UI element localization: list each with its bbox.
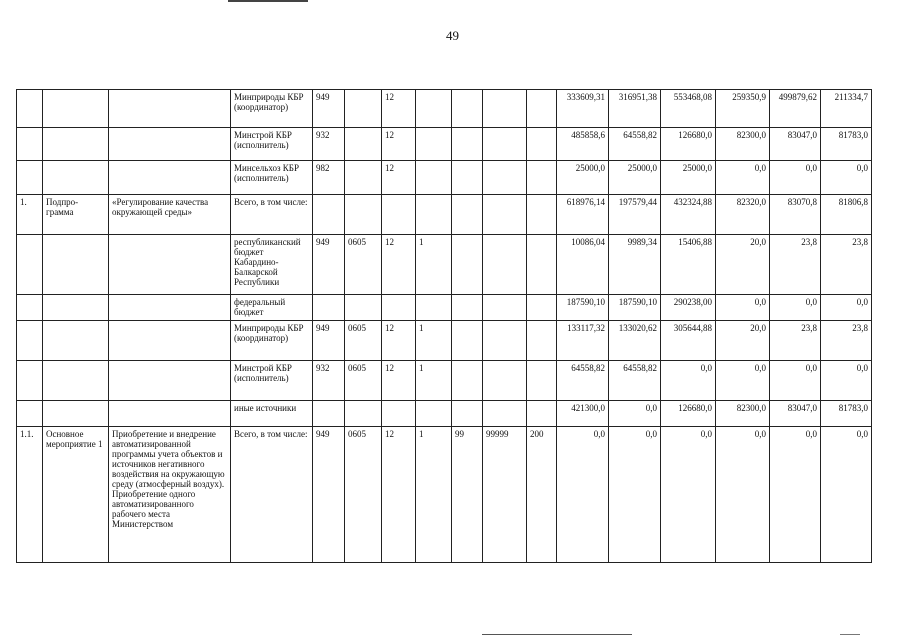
table-cell: 25000,0 [661,161,716,195]
table-cell: 0,0 [716,427,770,563]
table-cell: 211334,7 [821,90,872,128]
table-cell: 64558,82 [609,361,661,401]
table-row [17,128,872,161]
table-cell: 126680,0 [661,128,716,161]
table-cell: 81783,0 [821,401,872,427]
table-cell: 259350,9 [716,90,770,128]
table-cell: 0,0 [661,427,716,563]
table-cell: 83070,8 [770,195,821,235]
table-cell: 1. [17,195,43,235]
table-cell: 81806,8 [821,195,872,235]
table-cell: 20,0 [716,321,770,361]
table-cell [452,195,483,235]
table-cell: 432324,88 [661,195,716,235]
table-cell: 0605 [345,321,382,361]
table-cell: 20,0 [716,235,770,295]
table-cell [527,321,557,361]
table-cell [43,235,109,295]
table-cell: 126680,0 [661,401,716,427]
table-cell: 25000,0 [609,161,661,195]
table-cell: 0,0 [770,161,821,195]
table-cell [527,295,557,321]
table-cell: 499879,62 [770,90,821,128]
table-cell [452,161,483,195]
table-cell: Минстрой КБР (исполнитель) [231,128,313,161]
table-cell: 553468,08 [661,90,716,128]
table-cell [483,195,527,235]
table-cell [382,295,416,321]
table-cell: 0,0 [609,401,661,427]
table-cell: 949 [313,427,345,563]
table-cell: 83047,0 [770,401,821,427]
table-cell [416,90,452,128]
table-cell: 99999 [483,427,527,563]
table-cell: Всего, в том числе: [231,195,313,235]
table-cell [452,295,483,321]
table-cell: 83047,0 [770,128,821,161]
table-cell [382,195,416,235]
table-cell: республиканский бюджет Кабардино-Балкарской Республики [231,235,313,295]
table-cell: 23,8 [770,235,821,295]
table-cell: 82300,0 [716,401,770,427]
table-cell [43,161,109,195]
table-cell: 0,0 [770,427,821,563]
table-cell [43,361,109,401]
table-cell [43,128,109,161]
table-cell [17,401,43,427]
table-cell [17,128,43,161]
table-row [17,235,872,295]
table-cell: 1 [416,361,452,401]
table-cell: 949 [313,321,345,361]
table-cell: 1 [416,235,452,295]
table-cell [345,161,382,195]
table-cell [452,128,483,161]
table-cell [17,361,43,401]
table-cell [527,90,557,128]
table-cell: 949 [313,90,345,128]
table-cell [416,401,452,427]
table-cell [345,401,382,427]
table-cell [452,401,483,427]
table-cell [527,195,557,235]
table-cell: 12 [382,128,416,161]
table-cell: 64558,82 [609,128,661,161]
table-cell [43,321,109,361]
table-cell [416,295,452,321]
table-cell: 99 [452,427,483,563]
table-cell: Минстрой КБР (исполнитель) [231,361,313,401]
table-cell: 12 [382,361,416,401]
table-cell [17,161,43,195]
table-row [17,361,872,401]
table-cell: 316951,38 [609,90,661,128]
table-cell: 0605 [345,361,382,401]
table-cell [483,401,527,427]
table-cell [313,195,345,235]
table-cell [483,128,527,161]
table-cell: федеральный бюджет [231,295,313,321]
table-cell: 305644,88 [661,321,716,361]
table-cell [17,90,43,128]
table-cell [345,128,382,161]
table-cell: 23,8 [770,321,821,361]
table-cell: 64558,82 [557,361,609,401]
table-cell: 0,0 [661,361,716,401]
table-cell [452,235,483,295]
table-cell: 0605 [345,427,382,563]
table-cell: 10086,04 [557,235,609,295]
table-cell [527,161,557,195]
table-cell [416,161,452,195]
table-cell: 187590,10 [609,295,661,321]
table-cell: 12 [382,321,416,361]
table-cell [313,401,345,427]
table-cell: 932 [313,128,345,161]
page-number: 49 [446,28,459,43]
table-cell [452,361,483,401]
table-cell: 0,0 [770,361,821,401]
table-cell: 333609,31 [557,90,609,128]
table-cell [527,361,557,401]
table-cell: 485858,6 [557,128,609,161]
table-cell: Всего, в том числе: [231,427,313,563]
table-cell [452,321,483,361]
table-cell [527,401,557,427]
table-cell [483,235,527,295]
table-cell [345,195,382,235]
table-cell: 0,0 [716,295,770,321]
table-cell [109,321,231,361]
table-cell [17,321,43,361]
table-row [17,427,872,563]
table-cell [416,128,452,161]
table-cell: 1 [416,321,452,361]
table-row [17,90,872,128]
table-cell [483,90,527,128]
table-cell [483,295,527,321]
table-cell: Подпро-грамма [43,195,109,235]
table-cell: 0,0 [821,361,872,401]
table-cell [345,90,382,128]
table-cell: 949 [313,235,345,295]
table-cell [382,401,416,427]
table-cell [109,295,231,321]
table-cell [483,361,527,401]
table-cell: 0,0 [609,427,661,563]
table-cell: 932 [313,361,345,401]
table-cell: 23,8 [821,321,872,361]
table-cell [483,321,527,361]
table-cell: 12 [382,427,416,563]
table-cell: 82300,0 [716,128,770,161]
table-cell: 133117,32 [557,321,609,361]
budget-table [16,89,872,563]
table-cell: 0,0 [716,161,770,195]
table-cell [109,90,231,128]
table-cell: Минприроды КБР (координатор) [231,321,313,361]
table-cell: «Регулирование качества окружающей среды» [109,195,231,235]
table-cell: 82320,0 [716,195,770,235]
top-edge-mark [228,0,308,2]
table-cell: 618976,14 [557,195,609,235]
table-cell: 982 [313,161,345,195]
table-cell: 15406,88 [661,235,716,295]
table-cell: Основное мероприятие 1 [43,427,109,563]
table-cell [452,90,483,128]
table-cell: 0,0 [821,427,872,563]
table-cell [109,235,231,295]
table-cell: иные источники [231,401,313,427]
bottom-edge-mark-right [840,634,860,635]
table-cell: 0,0 [821,295,872,321]
table-cell: 0,0 [557,427,609,563]
table-cell: 0,0 [821,161,872,195]
table-row [17,295,872,321]
table-cell [527,128,557,161]
table-cell: 1.1. [17,427,43,563]
table-cell: 9989,34 [609,235,661,295]
table-row [17,195,872,235]
table-cell: 187590,10 [557,295,609,321]
table-cell [43,295,109,321]
table-cell: 12 [382,90,416,128]
table-cell [43,401,109,427]
table-cell [483,161,527,195]
table-cell: Минприроды КБР (координатор) [231,90,313,128]
table-row [17,161,872,195]
table-cell: 12 [382,235,416,295]
table-cell: 290238,00 [661,295,716,321]
table-cell [416,195,452,235]
table-cell: 197579,44 [609,195,661,235]
table-cell: 133020,62 [609,321,661,361]
table-cell [43,90,109,128]
table-cell: 0,0 [716,361,770,401]
table-cell [17,235,43,295]
table-row [17,401,872,427]
table-cell: 0,0 [770,295,821,321]
table-cell: Минсельхоз КБР (исполнитель) [231,161,313,195]
table-cell: 421300,0 [557,401,609,427]
table-cell: 1 [416,427,452,563]
table-cell [17,295,43,321]
table-cell [527,235,557,295]
table-cell [109,401,231,427]
table-cell [109,128,231,161]
table-cell: 25000,0 [557,161,609,195]
bottom-edge-mark [482,634,632,635]
table-cell [345,295,382,321]
table-cell [109,161,231,195]
table-cell: 23,8 [821,235,872,295]
table-cell [109,361,231,401]
table-cell: 81783,0 [821,128,872,161]
table-cell: 12 [382,161,416,195]
table-row [17,321,872,361]
table-cell: 200 [527,427,557,563]
table-cell [313,295,345,321]
table-cell: Приобретение и внедрение автоматизированной программы учета объектов и источников негативного воздействия на окружающую среду (атмосферный воздух). Приобретение одного автоматизированного рабочего места Министерством [109,427,231,563]
table-cell: 0605 [345,235,382,295]
